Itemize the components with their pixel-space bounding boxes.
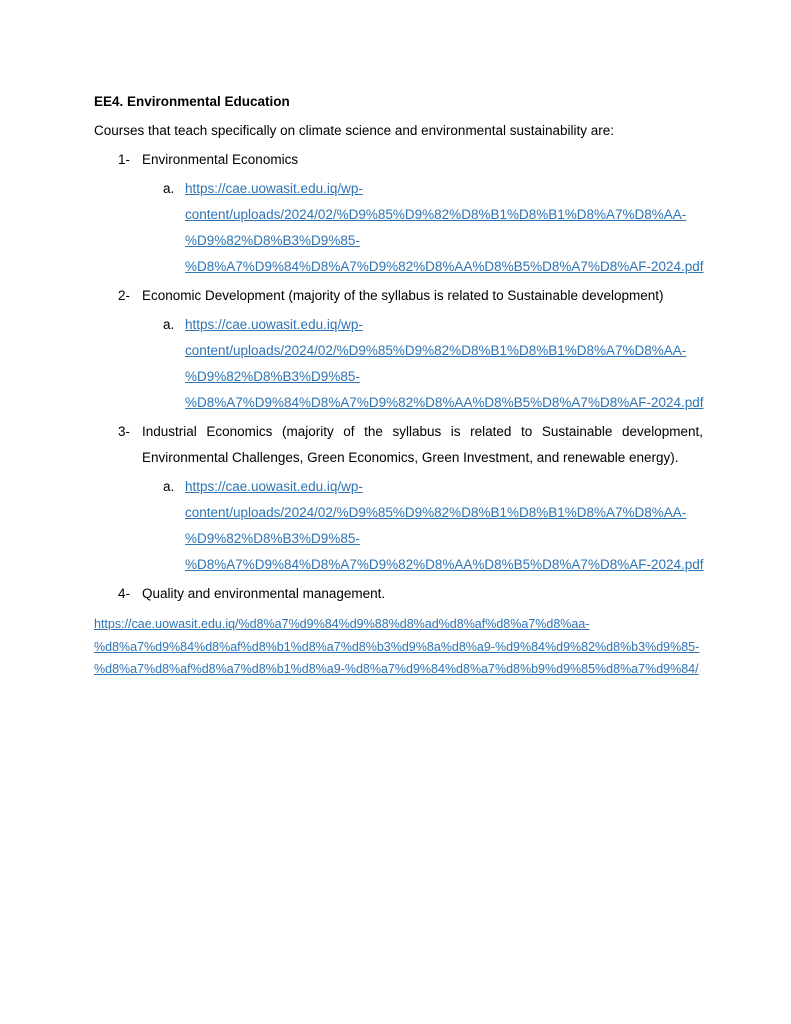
link-line[interactable]: %D9%82%D8%B3%D9%85- (185, 531, 360, 546)
sub-list-item-1a (94, 176, 703, 280)
list-item-economic-development (94, 283, 703, 309)
link-line[interactable]: https://cae.uowasit.edu.iq/wp- (185, 317, 363, 332)
list-item-quality-management (94, 581, 703, 607)
link-line[interactable]: %D9%82%D8%B3%D9%85- (185, 369, 360, 384)
course-link-2[interactable] (185, 312, 703, 416)
sub-list-marker: a. (163, 181, 175, 196)
list-marker: 4- (118, 586, 131, 601)
link-line[interactable]: %D8%A7%D9%84%D8%A7%D9%82%D8%AA%D8%B5%D8%A7%D8%AF-2024.pdf (185, 557, 704, 572)
list-marker: 3- (118, 424, 131, 439)
list-marker: 1- (118, 152, 131, 167)
list-marker: 2- (118, 288, 131, 303)
course-link-3[interactable] (185, 474, 703, 578)
sub-list-marker: a. (163, 317, 175, 332)
link-line[interactable]: %d8%a7%d9%84%d8%af%d8%b1%d8%a7%d8%b3%d9%8a%d8%a9-%d9%84%d9%82%d8%b3%d9%85- (94, 639, 700, 654)
footer-link-block (94, 613, 703, 681)
link-line[interactable]: content/uploads/2024/02/%D9%85%D9%82%D8%B1%D8%B1%D8%A7%D8%AA- (185, 505, 687, 520)
link-line[interactable]: https://cae.uowasit.edu.iq/wp- (185, 479, 363, 494)
list-item-label-line1: Industrial Economics (majority of the syllabus is related to Sustainable development, (142, 424, 703, 439)
list-item-label: Economic Development (majority of the syllabus is related to Sustainable development) (142, 288, 664, 303)
link-line[interactable]: %D9%82%D8%B3%D9%85- (185, 233, 360, 248)
list-item-label: Quality and environmental management. (142, 586, 386, 601)
link-line[interactable]: https://cae.uowasit.edu.iq/%d8%a7%d9%84%d9%88%d8%ad%d8%af%d8%a7%d8%aa- (94, 617, 590, 631)
sub-list-item-3a (94, 474, 703, 578)
list-item-environmental-economics (94, 147, 703, 173)
link-line[interactable]: content/uploads/2024/02/%D9%85%D9%82%D8%B1%D8%B1%D8%A7%D8%AA- (185, 343, 687, 358)
link-line[interactable]: https://cae.uowasit.edu.iq/wp- (185, 181, 363, 196)
section-heading: EE4. Environmental Education (94, 94, 290, 109)
link-line[interactable]: %D8%A7%D9%84%D8%A7%D9%82%D8%AA%D8%B5%D8%A7%D8%AF-2024.pdf (185, 395, 704, 410)
sub-list-marker: a. (163, 479, 175, 494)
list-item-label-line2: Environmental Challenges, Green Economics, Green Investment, and renewable energy). (142, 450, 679, 465)
list-item-industrial-economics (94, 419, 703, 471)
link-line[interactable]: content/uploads/2024/02/%D9%85%D9%82%D8%B1%D8%B1%D8%A7%D8%AA- (185, 207, 687, 222)
link-line[interactable]: %d8%a7%d8%af%d8%a7%d8%b1%d8%a9-%d8%a7%d9%84%d8%a7%d8%b9%d9%85%d8%a7%d9%84/ (94, 662, 699, 676)
intro-paragraph: Courses that teach specifically on climate science and environmental sustainability are: (94, 123, 615, 138)
link-line[interactable]: %D8%A7%D9%84%D8%A7%D9%82%D8%AA%D8%B5%D8%A7%D8%AF-2024.pdf (185, 259, 704, 274)
course-link-1[interactable] (185, 176, 703, 280)
department-units-link[interactable] (94, 613, 703, 681)
list-item-label: Environmental Economics (142, 152, 299, 167)
sub-list-item-2a (94, 312, 703, 416)
